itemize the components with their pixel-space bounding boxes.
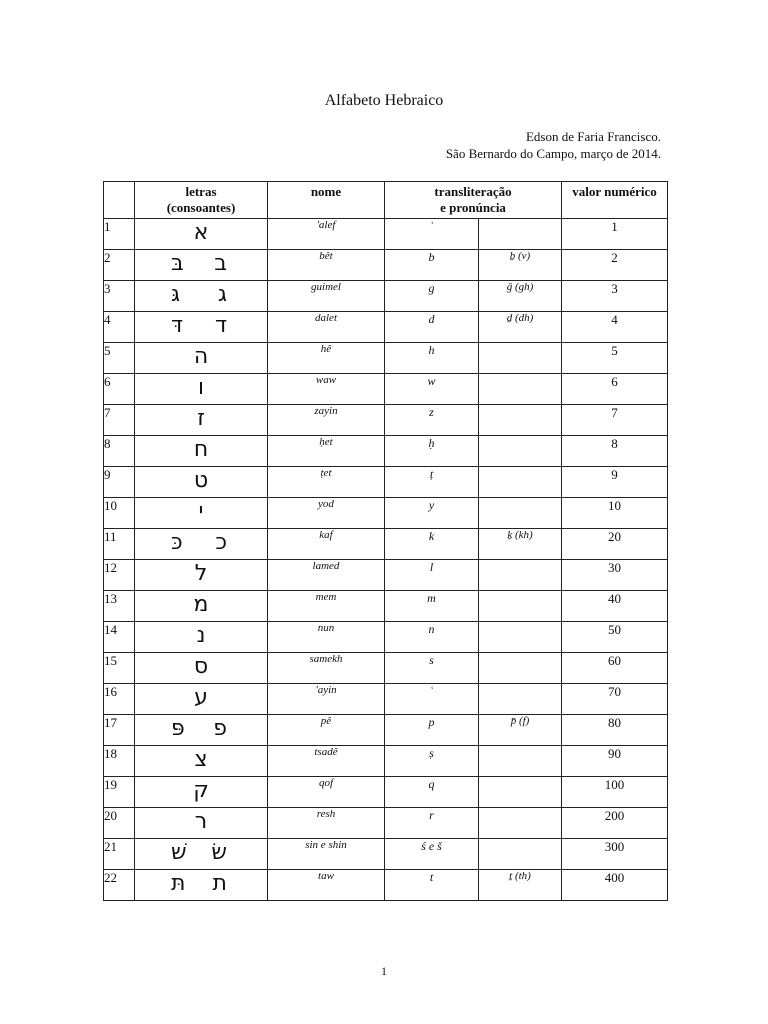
table-row xyxy=(104,219,668,250)
row-pronunciation xyxy=(479,436,562,467)
row-valor: 40 xyxy=(562,591,668,622)
author-block xyxy=(446,128,661,162)
row-pronunciation xyxy=(479,746,562,777)
row-index: 12 xyxy=(104,560,135,591)
row-transliteration: w xyxy=(385,374,479,405)
row-letters xyxy=(135,219,268,250)
header-translit-line2: e pronúncia xyxy=(440,200,506,215)
row-index: 17 xyxy=(104,715,135,746)
row-nome: taw xyxy=(268,870,385,901)
hebrew-letter: נ xyxy=(196,623,206,648)
row-valor: 5 xyxy=(562,343,668,374)
row-index: 11 xyxy=(104,529,135,560)
row-nome: sin e shin xyxy=(268,839,385,870)
row-transliteration: q xyxy=(385,777,479,808)
row-transliteration: h xyxy=(385,343,479,374)
row-letters xyxy=(135,715,268,746)
row-transliteration: z xyxy=(385,405,479,436)
row-index: 7 xyxy=(104,405,135,436)
row-valor: 400 xyxy=(562,870,668,901)
row-transliteration: k xyxy=(385,529,479,560)
row-nome: pê xyxy=(268,715,385,746)
row-pronunciation xyxy=(479,498,562,529)
row-letters xyxy=(135,467,268,498)
table-row xyxy=(104,684,668,715)
row-letters xyxy=(135,746,268,777)
row-letters xyxy=(135,250,268,281)
row-pronunciation xyxy=(479,467,562,498)
table-row xyxy=(104,591,668,622)
row-letters xyxy=(135,529,268,560)
row-index: 2 xyxy=(104,250,135,281)
hebrew-letter: ע xyxy=(194,685,208,710)
row-transliteration: b xyxy=(385,250,479,281)
hebrew-letter: ת xyxy=(212,871,227,896)
row-index: 15 xyxy=(104,653,135,684)
row-nome: 'alef xyxy=(268,219,385,250)
row-pronunciation: p̄ (f) xyxy=(479,715,562,746)
row-valor: 6 xyxy=(562,374,668,405)
hebrew-letter: ל xyxy=(194,561,208,586)
table-row xyxy=(104,343,668,374)
row-valor: 300 xyxy=(562,839,668,870)
place-date: São Bernardo do Campo, março de 2014. xyxy=(445,146,661,161)
row-nome: kaf xyxy=(268,529,385,560)
hebrew-letter: מ xyxy=(193,592,209,617)
row-transliteration: n xyxy=(385,622,479,653)
header-transliteracao xyxy=(385,182,562,219)
table-row xyxy=(104,436,668,467)
header-letras xyxy=(135,182,268,219)
row-pronunciation xyxy=(479,622,562,653)
hebrew-letter: ב xyxy=(214,251,227,276)
row-pronunciation xyxy=(479,219,562,250)
author-name: Edson de Faria Francisco. xyxy=(525,129,661,144)
row-transliteration: ś e š xyxy=(385,839,479,870)
row-pronunciation xyxy=(479,405,562,436)
row-transliteration: y xyxy=(385,498,479,529)
row-transliteration: ʾ xyxy=(385,219,479,250)
table-row xyxy=(104,498,668,529)
row-valor: 30 xyxy=(562,560,668,591)
row-transliteration: d xyxy=(385,312,479,343)
row-nome: zayin xyxy=(268,405,385,436)
row-index: 4 xyxy=(104,312,135,343)
row-letters xyxy=(135,405,268,436)
table-body xyxy=(104,219,668,901)
row-letters xyxy=(135,281,268,312)
row-nome: mem xyxy=(268,591,385,622)
table-row xyxy=(104,777,668,808)
hebrew-letter: ק xyxy=(193,778,209,803)
row-valor: 80 xyxy=(562,715,668,746)
row-valor: 60 xyxy=(562,653,668,684)
row-index: 20 xyxy=(104,808,135,839)
row-valor: 20 xyxy=(562,529,668,560)
row-index: 22 xyxy=(104,870,135,901)
hebrew-letter: ד xyxy=(214,313,227,338)
row-letters xyxy=(135,591,268,622)
table-row xyxy=(104,281,668,312)
row-transliteration: ṣ xyxy=(385,746,479,777)
hebrew-letter: ה xyxy=(193,344,209,369)
hebrew-letter: א xyxy=(193,220,209,245)
row-nome: 'ayin xyxy=(268,684,385,715)
hebrew-letter: צ xyxy=(194,747,208,772)
row-letters xyxy=(135,839,268,870)
row-pronunciation xyxy=(479,591,562,622)
hebrew-letter: כ xyxy=(215,530,227,555)
row-nome: ḥet xyxy=(268,436,385,467)
hebrew-letter: י xyxy=(198,499,204,524)
row-valor: 8 xyxy=(562,436,668,467)
row-valor: 50 xyxy=(562,622,668,653)
row-pronunciation: ḏ (dh) xyxy=(479,312,562,343)
row-nome: qof xyxy=(268,777,385,808)
table-row xyxy=(104,467,668,498)
row-index: 19 xyxy=(104,777,135,808)
hebrew-letter-variant: פּ xyxy=(171,716,185,741)
hebrew-letter-variant: בּ xyxy=(171,251,184,276)
hebrew-letter: ס xyxy=(193,654,209,679)
row-valor: 4 xyxy=(562,312,668,343)
row-nome: guimel xyxy=(268,281,385,312)
row-valor: 3 xyxy=(562,281,668,312)
table-row xyxy=(104,374,668,405)
row-index: 10 xyxy=(104,498,135,529)
hebrew-letter-variant: דּ xyxy=(171,313,184,338)
row-nome: tsadê xyxy=(268,746,385,777)
table-row xyxy=(104,622,668,653)
table-row xyxy=(104,312,668,343)
row-transliteration: g xyxy=(385,281,479,312)
row-pronunciation xyxy=(479,684,562,715)
row-index: 18 xyxy=(104,746,135,777)
row-nome: resh xyxy=(268,808,385,839)
hebrew-alphabet-table xyxy=(103,181,668,901)
table-row xyxy=(104,808,668,839)
row-transliteration: t xyxy=(385,870,479,901)
hebrew-letter-variant: תּ xyxy=(171,871,186,896)
row-nome: ṭet xyxy=(268,467,385,498)
hebrew-letter-variant: גּ xyxy=(171,282,181,307)
row-index: 13 xyxy=(104,591,135,622)
row-letters xyxy=(135,684,268,715)
row-nome: samekh xyxy=(268,653,385,684)
row-nome: bêt xyxy=(268,250,385,281)
row-pronunciation xyxy=(479,374,562,405)
row-index: 8 xyxy=(104,436,135,467)
header-nome: nome xyxy=(268,182,385,219)
table-row xyxy=(104,529,668,560)
hebrew-letter: ז xyxy=(197,406,205,431)
hebrew-letter: פ xyxy=(213,716,227,741)
document-title: Alfabeto Hebraico xyxy=(324,92,444,109)
row-index: 1 xyxy=(104,219,135,250)
row-valor: 1 xyxy=(562,219,668,250)
table-row xyxy=(104,715,668,746)
header-letras-line2: (consoantes) xyxy=(166,200,236,215)
row-valor: 100 xyxy=(562,777,668,808)
row-valor: 200 xyxy=(562,808,668,839)
row-index: 9 xyxy=(104,467,135,498)
table-row xyxy=(104,870,668,901)
row-pronunciation xyxy=(479,343,562,374)
row-pronunciation: ṯ (th) xyxy=(479,870,562,901)
row-pronunciation xyxy=(479,839,562,870)
page-number: 1 xyxy=(381,964,387,978)
table-row xyxy=(104,405,668,436)
row-letters xyxy=(135,498,268,529)
row-letters xyxy=(135,560,268,591)
row-valor: 70 xyxy=(562,684,668,715)
row-transliteration: ḥ xyxy=(385,436,479,467)
row-letters xyxy=(135,622,268,653)
row-pronunciation: ḵ (kh) xyxy=(479,529,562,560)
table-row xyxy=(104,250,668,281)
hebrew-letter: ח xyxy=(193,437,209,462)
row-pronunciation: ḡ (gh) xyxy=(479,281,562,312)
row-nome: yod xyxy=(268,498,385,529)
row-transliteration: m xyxy=(385,591,479,622)
row-valor: 7 xyxy=(562,405,668,436)
hebrew-letter: ג xyxy=(217,282,227,307)
row-nome: waw xyxy=(268,374,385,405)
table-row xyxy=(104,839,668,870)
hebrew-letter: ט xyxy=(193,468,209,493)
hebrew-letter: ו xyxy=(198,375,204,400)
row-transliteration: ʿ xyxy=(385,684,479,715)
hebrew-letter-variant: שׁ xyxy=(171,840,187,865)
row-pronunciation xyxy=(479,808,562,839)
header-letras-line1: letras xyxy=(185,184,217,199)
row-valor: 2 xyxy=(562,250,668,281)
row-index: 3 xyxy=(104,281,135,312)
row-nome: lamed xyxy=(268,560,385,591)
row-valor: 90 xyxy=(562,746,668,777)
row-letters xyxy=(135,653,268,684)
row-index: 14 xyxy=(104,622,135,653)
row-transliteration: r xyxy=(385,808,479,839)
row-valor: 9 xyxy=(562,467,668,498)
row-transliteration: p xyxy=(385,715,479,746)
row-letters xyxy=(135,870,268,901)
row-index: 16 xyxy=(104,684,135,715)
hebrew-letter: שׂ xyxy=(211,840,227,865)
row-transliteration: s xyxy=(385,653,479,684)
row-pronunciation xyxy=(479,777,562,808)
row-nome: dalet xyxy=(268,312,385,343)
row-nome: nun xyxy=(268,622,385,653)
row-letters xyxy=(135,374,268,405)
row-nome: hê xyxy=(268,343,385,374)
hebrew-letter-variant: כּ xyxy=(171,530,183,555)
row-letters xyxy=(135,808,268,839)
table-row xyxy=(104,746,668,777)
row-pronunciation: ḇ (v) xyxy=(479,250,562,281)
header-index xyxy=(104,182,135,219)
table-row xyxy=(104,560,668,591)
hebrew-letter: ר xyxy=(194,809,208,834)
header-valor: valor numérico xyxy=(562,182,668,219)
row-transliteration: ṭ xyxy=(385,467,479,498)
row-index: 5 xyxy=(104,343,135,374)
row-index: 21 xyxy=(104,839,135,870)
header-translit-line1: transliteração xyxy=(434,184,512,199)
row-transliteration: l xyxy=(385,560,479,591)
row-letters xyxy=(135,312,268,343)
row-valor: 10 xyxy=(562,498,668,529)
row-index: 6 xyxy=(104,374,135,405)
row-pronunciation xyxy=(479,653,562,684)
row-pronunciation xyxy=(479,560,562,591)
table-row xyxy=(104,653,668,684)
row-letters xyxy=(135,436,268,467)
row-letters xyxy=(135,343,268,374)
table-header-row xyxy=(104,182,668,219)
row-letters xyxy=(135,777,268,808)
